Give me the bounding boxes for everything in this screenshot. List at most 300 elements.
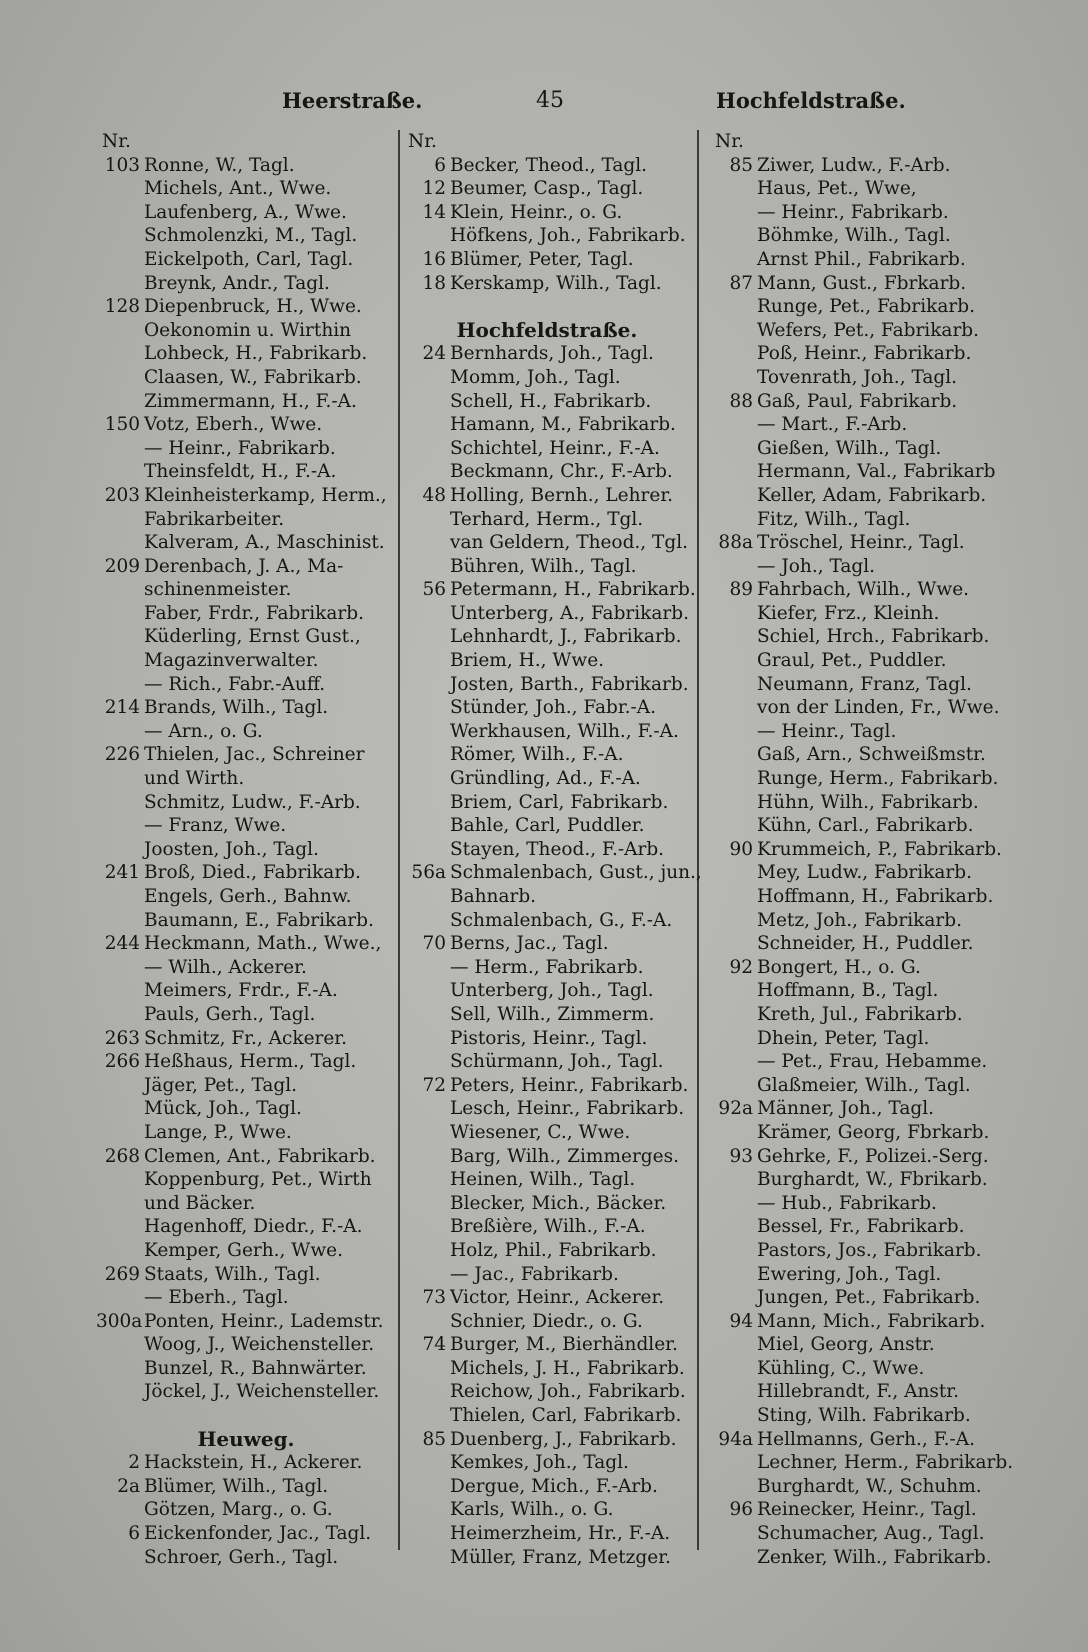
resident-entry: Wefers, Pet., Fabrikarb. [757,319,980,341]
resident-entry: und Bäcker. [144,1192,256,1214]
resident-entry: Werkhausen, Wilh., F.-A. [450,720,679,742]
house-number: 88 [729,390,753,412]
directory-entry [709,342,1009,366]
directory-entry [709,1475,1009,1499]
directory-entry [96,1380,396,1404]
directory-entry [709,295,1009,319]
house-number: 92 [729,956,753,978]
resident-entry: — Jac., Fabrikarb. [450,1263,619,1285]
directory-entry [402,201,692,225]
directory-entry [96,413,396,437]
directory-entry [709,1380,1009,1404]
directory-entry [709,979,1009,1003]
resident-entry: Haus, Pet., Wwe, [757,178,917,200]
directory-entry [96,838,396,862]
resident-entry: Schell, H., Fabrikarb. [450,390,652,412]
directory-entry [96,1286,396,1310]
directory-entry [709,1357,1009,1381]
directory-entry [96,1168,396,1192]
resident-entry: Mann, Mich., Fabrikarb. [757,1310,986,1332]
house-number: 18 [422,272,446,294]
directory-entry [709,791,1009,815]
directory-entry [402,1428,692,1452]
resident-entry: Höfkens, Joh., Fabrikarb. [450,225,686,247]
house-number: 268 [104,1145,140,1167]
directory-entry [96,460,396,484]
directory-entry [709,625,1009,649]
directory-entry [709,1121,1009,1145]
directory-entry [709,956,1009,980]
directory-entry [402,1027,692,1051]
house-number: 70 [422,933,446,955]
resident-entry: Kerskamp, Wilh., Tagl. [450,272,662,294]
directory-entry [709,1404,1009,1428]
resident-entry: Josten, Barth., Fabrikarb. [450,673,689,695]
resident-entry: Woog, J., Weichensteller. [144,1334,375,1356]
resident-entry: Becker, Theod., Tagl. [450,154,648,176]
house-number: 96 [729,1499,753,1521]
house-number: 2 [128,1452,140,1474]
directory-entry [96,177,396,201]
resident-entry: Pistoris, Heinr., Tagl. [450,1027,648,1049]
resident-entry: Klein, Heinr., o. G. [450,201,623,223]
house-number: 6 [434,154,446,176]
directory-entry [709,1239,1009,1263]
resident-entry: Breßière, Wilh., F.-A. [450,1216,646,1238]
directory-entry [402,154,692,178]
resident-entry: — Heinr., Tagl. [757,720,897,742]
directory-entry [709,673,1009,697]
directory-entry [402,956,692,980]
directory-entry [96,531,396,555]
house-number: 266 [104,1051,140,1073]
resident-entry: Kalveram, A., Maschinist. [144,532,385,554]
resident-entry: Terhard, Herm., Tgl. [450,508,644,530]
directory-entry [96,1357,396,1381]
resident-entry: Dergue, Mich., F.-Arb. [450,1475,658,1497]
directory-entry [709,413,1009,437]
resident-entry: Engels, Gerh., Bahnw. [144,886,352,907]
resident-entry: Lohbeck, H., Fabrikarb. [144,343,368,365]
directory-entry [709,909,1009,933]
directory-entry [709,1546,1009,1570]
directory-entry [709,248,1009,272]
resident-entry: Laufenberg, A., Wwe. [144,201,347,223]
house-number: 48 [422,484,446,506]
resident-entry: Derenbach, J. A., Ma- [144,555,344,577]
directory-entry [96,814,396,838]
resident-entry: — Rich., Fabr.-Auff. [144,673,326,695]
resident-entry: Heimerzheim, Hr., F.-A. [450,1523,671,1545]
resident-entry: Schmitz, Ludw., F.-Arb. [144,791,361,813]
directory-entry [709,437,1009,461]
directory-entry [402,696,692,720]
resident-entry: Keller, Adam, Fabrikarb. [757,484,987,506]
directory-entry [96,319,396,343]
directory-entry [709,1522,1009,1546]
directory-entry [96,1239,396,1263]
resident-entry: Peters, Heinr., Fabrikarb. [450,1074,689,1096]
resident-entry: Schroer, Gerh., Tagl. [144,1546,339,1568]
directory-entry [96,295,396,319]
house-number: 87 [729,272,753,294]
house-number: 241 [104,862,140,884]
directory-entry [402,295,692,319]
house-number: 263 [104,1027,140,1049]
resident-entry: Ewering, Joh., Tagl. [757,1263,942,1285]
directory-entry [402,1286,692,1310]
directory-entry [709,1498,1009,1522]
resident-entry: Momm, Joh., Tagl. [450,366,621,388]
resident-entry: Kiefer, Frz., Kleinh. [757,602,940,624]
directory-entry [96,602,396,626]
directory-entry [402,1451,692,1475]
resident-entry: Bühren, Wilh., Tagl. [450,555,637,577]
house-number: 90 [729,838,753,860]
resident-entry: Neumann, Franz, Tagl. [757,673,972,695]
directory-entry [709,767,1009,791]
directory-entry [96,1192,396,1216]
directory-entry [709,1333,1009,1357]
directory-entry [402,508,692,532]
house-number: 92a [718,1098,753,1120]
resident-entry: Ponten, Heinr., Lademstr. [144,1310,384,1332]
resident-entry: Männer, Joh., Tagl. [757,1098,935,1120]
directory-entry [402,720,692,744]
resident-entry: und Wirth. [144,768,245,790]
resident-entry: Fahrbach, Wilh., Wwe. [757,579,970,601]
directory-entry [96,555,396,579]
directory-entry [709,177,1009,201]
resident-entry: Joosten, Joh., Tagl. [144,838,319,860]
resident-entry: Mann, Gust., Fbrkarb. [757,272,967,294]
directory-entry [96,1097,396,1121]
directory-entry [709,1451,1014,1475]
resident-entry: Koppenburg, Pet., Wirth [144,1169,372,1191]
resident-entry: Heckmann, Math., Wwe., [144,933,382,955]
directory-entry [96,720,396,744]
house-number: 72 [422,1074,446,1096]
resident-entry: Petermann, H., Fabrikarb. [450,579,696,601]
directory-entry [709,366,1009,390]
resident-entry: Wiesener, C., Wwe. [450,1121,631,1143]
directory-column-2 [402,130,702,1569]
directory-entry [402,814,692,838]
resident-entry: Küderling, Ernst Gust., [144,626,361,648]
page-number: 45 [536,88,564,113]
column-divider [697,130,699,1550]
resident-entry: Böhmke, Wilh., Tagl. [757,225,951,247]
directory-entry [402,979,692,1003]
resident-entry: — Heinr., Fabrikarb. [757,201,949,223]
resident-entry: — Mart., F.-Arb. [757,414,908,436]
directory-entry [709,272,1009,296]
directory-entry [709,1145,1009,1169]
resident-entry: Fitz, Wilh., Tagl. [757,508,911,530]
directory-entry [402,319,692,343]
house-number: 24 [422,343,446,365]
directory-entry [402,1192,692,1216]
directory-entry [96,743,396,767]
resident-entry: Hillebrandt, F., Anstr. [757,1381,959,1403]
directory-entry [96,791,396,815]
resident-entry: Hermann, Val., Fabrikarb [757,461,996,483]
resident-entry: Hellmanns, Gerh., F.-A. [757,1428,976,1450]
directory-entry [709,838,1009,862]
directory-entry [96,767,396,791]
resident-entry: Bongert, H., o. G. [757,956,921,978]
directory-entry [96,1050,396,1074]
resident-entry: Kühn, Carl., Fabrikarb. [757,815,974,837]
directory-entry [402,342,692,366]
resident-entry: Poß, Heinr., Fabrikarb. [757,343,972,365]
resident-entry: Schmalenbach, G., F.-A. [450,909,673,931]
directory-entry [402,272,692,296]
directory-entry [402,673,692,697]
directory-entry [709,1428,1009,1452]
directory-entry [709,1097,1009,1121]
directory-entry [709,696,1009,720]
resident-entry: Sting, Wilh. Fabrikarb. [757,1405,971,1427]
resident-entry: Lehnhardt, J., Fabrikarb. [450,626,682,648]
directory-entry [402,555,692,579]
directory-entry [709,578,1009,602]
resident-entry: Staats, Wilh., Tagl. [144,1263,321,1285]
resident-entry: — Herm., Fabrikarb. [450,956,644,978]
directory-entry [709,130,1009,154]
resident-entry: Runge, Pet., Fabrikarb. [757,296,975,318]
house-number: 94 [729,1310,753,1332]
house-number: 94a [718,1428,753,1450]
resident-entry: Bessel, Fr., Fabrikarb. [757,1216,965,1238]
directory-entry [402,1546,692,1570]
directory-entry [96,1451,396,1475]
directory-entry [402,1333,692,1357]
directory-entry [402,390,692,414]
resident-entry: Kühling, C., Wwe. [757,1357,925,1379]
resident-entry: Reinecker, Heinr., Tagl. [757,1499,977,1521]
number-column-label: Nr. [715,131,744,152]
directory-entry [402,413,692,437]
directory-entry [402,767,692,791]
resident-entry: — Pet., Frau, Hebamme. [757,1051,988,1073]
directory-entry [402,1215,692,1239]
street-heading: Hochfeldstraße. [456,317,638,342]
house-number: 209 [104,555,140,577]
house-number: 88a [718,532,753,554]
house-number: 56 [422,579,446,601]
directory-entry [96,154,396,178]
house-number: 300a [96,1310,143,1332]
directory-entry [402,1475,692,1499]
directory-entry [709,1050,1009,1074]
resident-entry: Hühn, Wilh., Fabrikarb. [757,791,979,813]
directory-entry [96,909,396,933]
resident-entry: Gehrke, F., Polizei.-Serg. [757,1145,989,1167]
resident-entry: Stayen, Theod., F.-Arb. [450,838,665,860]
directory-entry [402,1121,692,1145]
resident-entry: Bunzel, R., Bahnwärter. [144,1357,367,1379]
resident-entry: Lechner, Herm., Fabrikarb. [757,1452,1014,1474]
resident-entry: Müller, Franz, Metzger. [450,1546,671,1568]
directory-entry [709,1168,1009,1192]
resident-entry: Barg, Wilh., Zimmerges. [450,1145,679,1167]
directory-entry [402,1404,692,1428]
directory-entry [96,885,396,909]
resident-entry: — Arn., o. G. [144,720,263,742]
house-number: 6 [128,1523,140,1545]
resident-entry: Schumacher, Aug., Tagl. [757,1523,985,1545]
directory-entry [709,720,1009,744]
house-number: 16 [422,248,446,270]
directory-entry [709,531,1009,555]
directory-column-3 [709,130,1014,1569]
directory-entry [709,1192,1009,1216]
resident-entry: — Franz, Wwe. [144,815,287,837]
directory-entry [96,1475,396,1499]
resident-entry: Ziwer, Ludw., F.-Arb. [757,154,951,176]
directory-entry [709,1215,1009,1239]
directory-entry [402,791,692,815]
resident-entry: Broß, Died., Fabrikarb. [144,862,361,884]
resident-entry: Burghardt, W., Fbrikarb. [757,1169,988,1191]
directory-entry [709,1310,1009,1334]
resident-entry: Magazinverwalter. [144,650,319,672]
resident-entry: Schmitz, Fr., Ackerer. [144,1027,348,1049]
directory-entry [96,1546,396,1570]
resident-entry: Arnst Phil., Fabrikarb. [757,248,966,270]
resident-entry: Jäger, Pet., Tagl. [144,1074,298,1096]
directory-entry [709,1003,1009,1027]
directory-entry [402,1498,692,1522]
resident-entry: Claasen, W., Fabrikarb. [144,366,362,388]
resident-entry: Mey, Ludw., Fabrikarb. [757,862,972,884]
directory-entry [402,1357,692,1381]
directory-entry [709,1027,1009,1051]
directory-entry [96,979,396,1003]
house-number: 93 [729,1145,753,1167]
directory-entry [709,1074,1009,1098]
house-number: 73 [422,1287,446,1309]
directory-entry [96,1074,396,1098]
resident-entry: Michels, Ant., Wwe. [144,178,332,200]
directory-entry [96,1404,396,1428]
resident-entry: Gießen, Wilh., Tagl. [757,437,942,459]
directory-entry [402,484,692,508]
resident-entry: Hackstein, H., Ackerer. [144,1452,363,1474]
house-number: 103 [104,154,140,176]
directory-entry [402,366,692,390]
directory-entry [402,1168,692,1192]
house-number: 74 [422,1334,446,1356]
resident-entry: Miel, Georg, Anstr. [757,1334,935,1356]
resident-entry: Duenberg, J., Fabrikarb. [450,1428,677,1450]
directory-entry [96,130,396,154]
resident-entry: — Heinr., Fabrikarb. [144,437,336,459]
resident-entry: Runge, Herm., Fabrikarb. [757,768,999,790]
directory-entry [402,1239,692,1263]
directory-entry [709,932,1009,956]
resident-entry: von der Linden, Fr., Wwe. [757,697,1000,719]
resident-entry: Kemper, Gerh., Wwe. [144,1239,343,1261]
column-divider [398,130,400,1550]
number-column-label: Nr. [102,131,131,152]
house-number: 150 [104,414,140,436]
directory-entry [709,1286,1009,1310]
resident-entry: Kleinheisterkamp, Herm., [144,484,387,506]
house-number: 244 [104,933,140,955]
resident-entry: Gründling, Ad., F.-A. [450,768,641,790]
resident-entry: Schmalenbach, Gust., jun., [450,862,702,884]
house-number: 85 [729,154,753,176]
directory-entry [402,224,692,248]
resident-entry: Römer, Wilh., F.-A. [450,744,624,766]
resident-entry: Jungen, Pet., Fabrikarb. [757,1287,981,1309]
resident-entry: Oekonomin u. Wirthin [144,319,352,341]
resident-entry: Lesch, Heinr., Fabrikarb. [450,1098,685,1120]
directory-entry [402,578,696,602]
directory-entry [402,460,692,484]
resident-entry: Fabrikarbeiter. [144,508,285,530]
resident-entry: Tröschel, Heinr., Tagl. [757,532,965,554]
directory-entry [96,1145,396,1169]
directory-entry [402,248,692,272]
directory-entry [709,460,1009,484]
directory-entry [402,932,692,956]
resident-entry: Theinsfeldt, H., F.-A. [144,461,337,483]
resident-entry: Holling, Bernh., Lehrer. [450,484,674,506]
directory-entry [402,1145,692,1169]
house-number: 14 [422,201,446,223]
directory-entry [96,1121,396,1145]
house-number: 214 [104,697,140,719]
directory-entry [96,932,396,956]
street-heading: Heuweg. [197,1426,295,1451]
resident-entry: — Wilh., Ackerer. [144,956,307,978]
directory-entry [402,885,692,909]
directory-entry [709,390,1009,414]
directory-entry [402,1522,692,1546]
resident-entry: Schürmann, Joh., Tagl. [450,1051,664,1073]
directory-entry [402,1310,692,1334]
directory-entry [96,248,396,272]
directory-entry [709,201,1009,225]
resident-entry: Schiel, Hrch., Fabrikarb. [757,626,990,648]
resident-entry: Zenker, Wilh., Fabrikarb. [757,1546,992,1568]
resident-entry: Heßhaus, Herm., Tagl. [144,1051,357,1073]
resident-entry: Gaß, Arn., Schweißmstr. [757,744,986,766]
directory-entry [709,649,1009,673]
resident-entry: Votz, Eberh., Wwe. [144,414,323,436]
directory-entry [402,838,692,862]
directory-entry [709,319,1009,343]
resident-entry: Clemen, Ant., Fabrikarb. [144,1145,376,1167]
resident-entry: Lange, P., Wwe. [144,1121,292,1143]
directory-entry [96,696,396,720]
directory-entry [709,1263,1009,1287]
resident-entry: Stünder, Joh., Fabr.-A. [450,697,657,719]
resident-entry: Bahle, Carl, Puddler. [450,815,645,837]
resident-entry: Eickenfonder, Jac., Tagl. [144,1523,372,1545]
resident-entry: Thielen, Jac., Schreiner [144,744,365,766]
house-number: 2a [117,1475,140,1497]
resident-entry: Bahnarb. [450,886,537,907]
resident-entry: Beumer, Casp., Tagl. [450,178,644,200]
resident-entry: Schnier, Diedr., o. G. [450,1310,643,1332]
resident-entry: Kemkes, Joh., Tagl. [450,1452,629,1474]
directory-entry [709,861,1009,885]
directory-entry [402,625,692,649]
